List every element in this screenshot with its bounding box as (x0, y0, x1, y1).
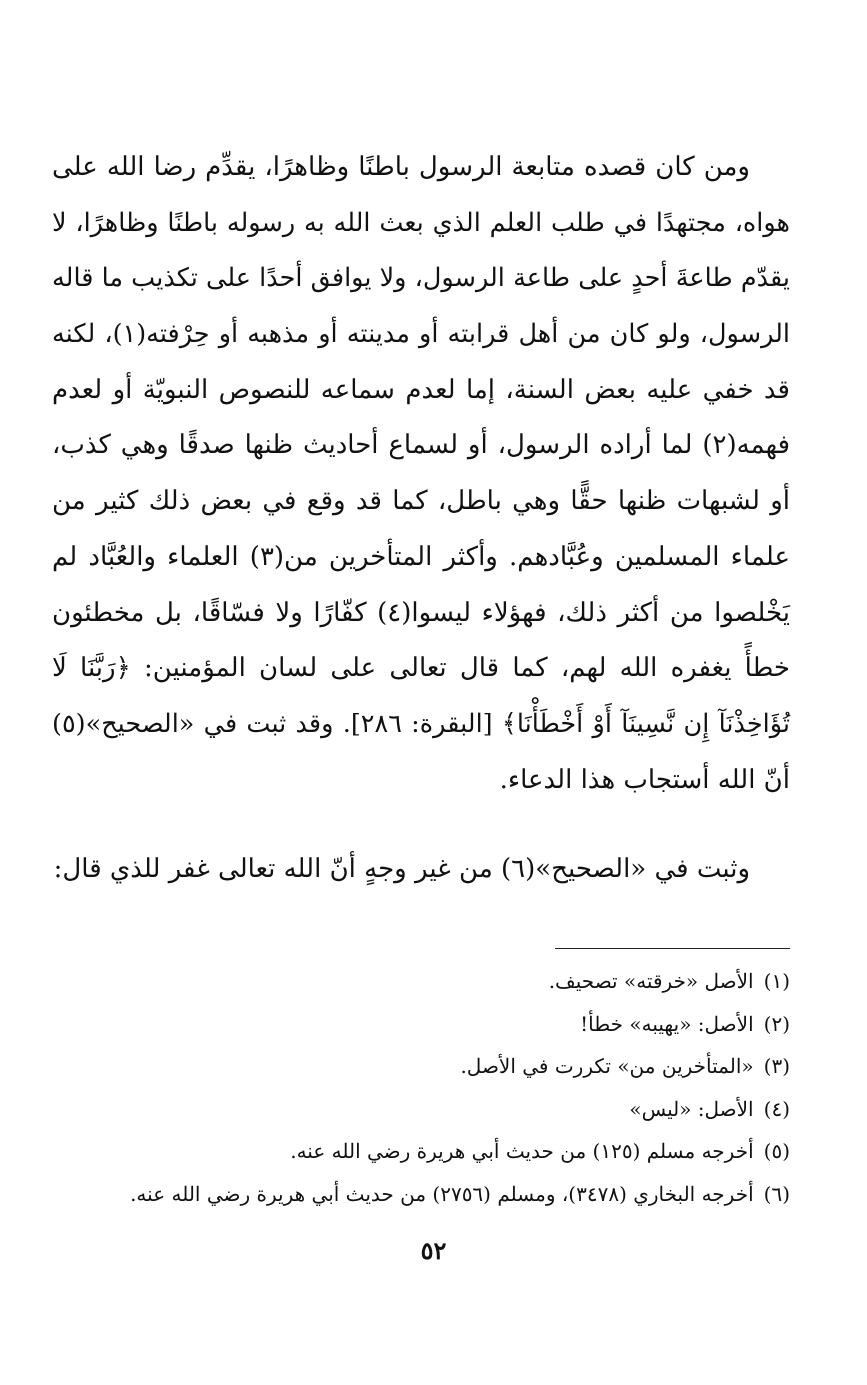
text-line: هواه، مجتهدًا في طلب العلم الذي بعث الله به رسوله باطنًا وظاهرًا، لا (52, 207, 790, 238)
main-paragraph (52, 140, 790, 808)
text-line: تُؤَاخِذْنَآ إِن نَّسِينَآ أَوْ أَخْطَأْنَا﴾ [البقرة: ٢٨٦]. وقد ثبت في «الصحيح»(٥) (52, 708, 790, 739)
text-line: أو لشبهات ظنها حقًّا وهي باطل، كما قد وقع في بعض ذلك كثير من (52, 486, 790, 517)
text-line: علماء المسلمين وعُبَّادهم. وأكثر المتأخرين من(٣) العلماء والعُبَّاد لم (52, 541, 790, 572)
footnote-text: الأصل «خرقته» تصحيف. (548, 969, 754, 993)
footnote-number: (٦) (763, 1181, 790, 1206)
footnote (52, 960, 790, 1003)
text-line: أنّ الله أستجاب هذا الدعاء. (499, 764, 790, 795)
footnote-text: الأصل: «ليس» (629, 1096, 754, 1121)
text-line: فهمه(٢) لما أراده الرسول، أو لسماع أحاديث ظنها صدقًا وهي كذب، (52, 430, 790, 461)
footnote-text: أخرجه مسلم (١٢٥) من حديث أبي هريرة رضي الله عنه. (290, 1139, 754, 1163)
footnote-number: (٢) (763, 1011, 790, 1036)
footnote (52, 1130, 790, 1173)
footnote-text: «المتأخرين من» تكررت في الأصل. (460, 1054, 754, 1078)
text-line: وثبت في «الصحيح»(٦) من غير وجهٍ أنّ الله تعالى غفر للذي قال: (53, 854, 750, 884)
footnote (52, 1045, 790, 1088)
footnote (52, 1173, 790, 1216)
second-paragraph (52, 842, 790, 898)
footnote-number: (٥) (763, 1139, 790, 1163)
footnote-text: الأصل: «يهيبه» خطأ! (580, 1011, 754, 1036)
footnote-number: (٣) (763, 1054, 790, 1078)
text-line: خطأً يغفره الله لهم، كما قال تعالى على لسان المؤمنين: ﴿رَبَّنَا لَا (52, 653, 790, 684)
text-line: الرسول، ولو كان من أهل قرابته أو مدينته أو مذهبه أو حِرْفته(١)، لكنه (52, 319, 790, 350)
page-number: ٥٢ (420, 1236, 447, 1265)
footnote-number: (٤) (763, 1096, 790, 1121)
footnote-number: (١) (763, 969, 790, 993)
footnote (52, 1088, 790, 1131)
footnote-separator (555, 948, 790, 949)
footnote (52, 1003, 790, 1046)
text-line: قد خفي عليه بعض السنة، إما لعدم سماعه للنصوص النبويّة أو لعدم (52, 374, 790, 405)
text-line: يقدّم طاعةَ أحدٍ على طاعة الرسول، ولا يوافق أحدًا على تكذيب ما قاله (52, 263, 790, 294)
text-line: ومن كان قصده متابعة الرسول باطنًا وظاهرًا، يقدِّم رضا الله على (52, 152, 750, 182)
text-line: يَخْلصوا من أكثر ذلك، فهؤلاء ليسوا(٤) كفّارًا ولا فسّاقًا، بل مخطئون (52, 597, 790, 628)
footnotes (52, 960, 790, 1215)
footnote-text: أخرجه البخاري (٣٤٧٨)، ومسلم (٢٧٥٦) من حديث أبي هريرة رضي الله عنه. (130, 1181, 754, 1206)
